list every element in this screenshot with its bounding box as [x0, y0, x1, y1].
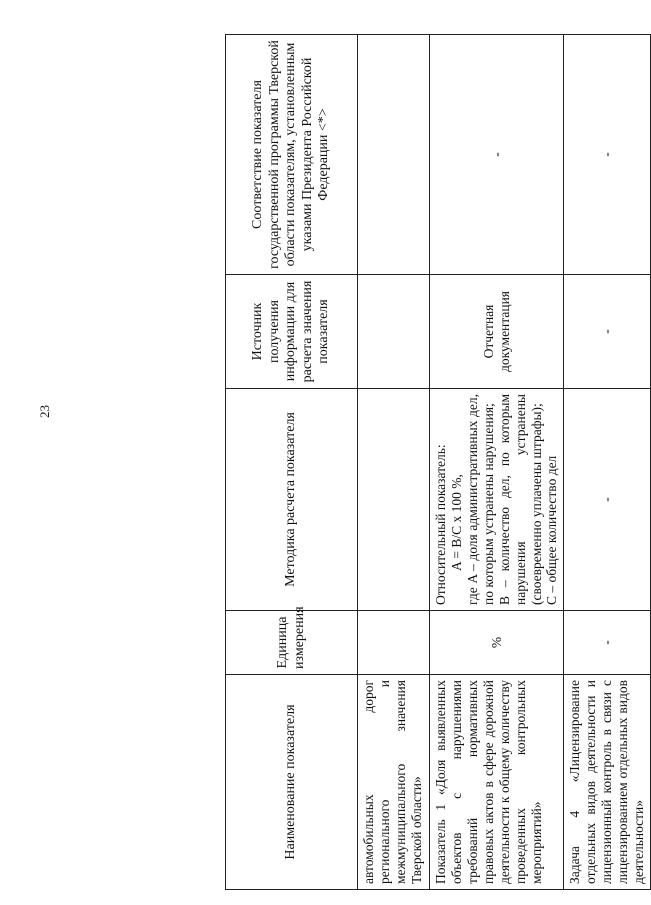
cell-method: [358, 389, 430, 611]
cell-compliance: -: [430, 35, 564, 275]
cell-compliance: [358, 35, 430, 275]
method-line: Относительный показатель:: [433, 444, 448, 605]
page-number: 23: [37, 405, 52, 418]
cell-name: Показатель 1 «Доля выявленных объектов с нарушениями требований нормативных правовых актов в сфере дорожной деятельности к общему количеству проведенных контрольных мероприятий»: [430, 675, 564, 890]
cell-unit: -: [564, 611, 651, 675]
header-compliance: Соответствие показателя государственной программы Тверской области показателям, установленным указами Президента Российской Федерации <*>: [226, 35, 358, 275]
cell-source: Отчетная документация: [430, 275, 564, 389]
table-row-indicator-1: [430, 35, 564, 890]
cell-method: -: [564, 389, 651, 611]
indicator-table: [225, 34, 651, 890]
cell-method: [430, 389, 564, 611]
cell-name: Задача 4 «Лицензирование отдельных видов деятельности и лицензионный контроль в связи с лицензированием отдельных видов деятельности»: [564, 675, 651, 890]
cell-unit: [358, 611, 430, 675]
table-header-row: [226, 35, 358, 890]
table-row-task-4: [564, 35, 651, 890]
method-formula: A = B/C x 100 %,: [448, 474, 464, 571]
header-source: Источник получения информации для расчета значения показателя: [226, 275, 358, 389]
cell-unit: %: [430, 611, 564, 675]
cell-compliance: -: [564, 35, 651, 275]
cell-name: автомобильных дорог регионального и межмуниципального значения Тверской области»: [358, 675, 430, 890]
method-line: где A – доля административных дел, по которым устранены нарушения;: [464, 394, 496, 605]
header-unit: Единица измерения: [226, 611, 358, 675]
indicator-table-container: [225, 35, 647, 890]
method-line: B – количество дел, по которым нарушения устранены (своевременно уплачены штрафы);: [496, 394, 544, 605]
cell-source: -: [564, 275, 651, 389]
header-name: Наименование показателя: [226, 675, 358, 890]
header-method: Методика расчета показателя: [226, 389, 358, 611]
method-line: C – общее количество дел: [544, 455, 560, 605]
table-row-continuation: [358, 35, 430, 890]
cell-source: [358, 275, 430, 389]
